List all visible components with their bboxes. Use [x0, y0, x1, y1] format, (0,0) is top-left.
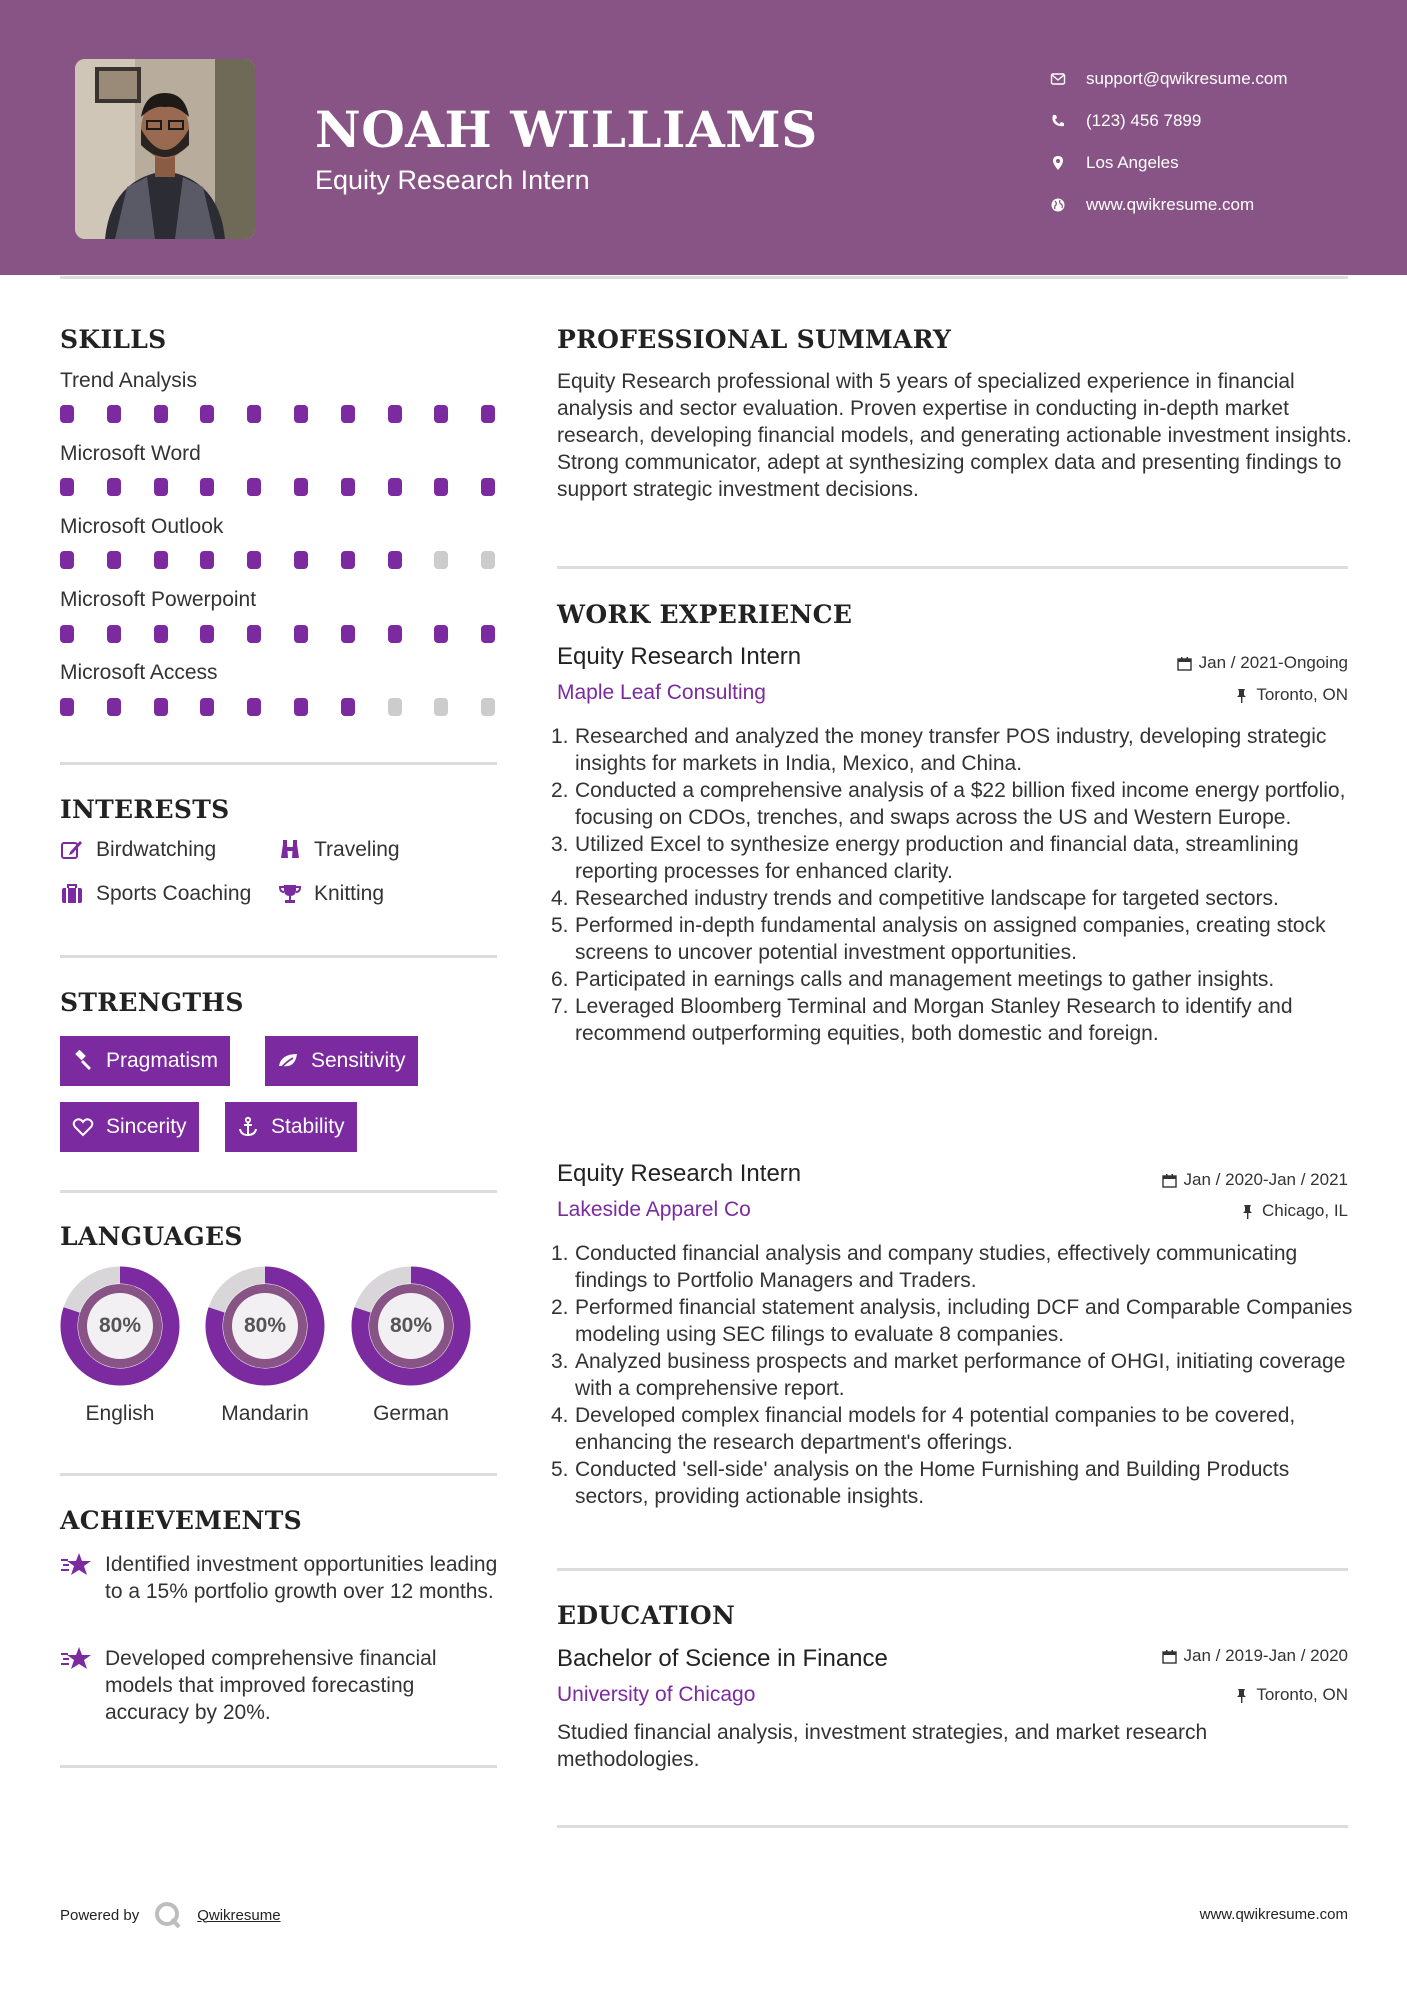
job-bullets: [551, 1240, 1353, 1510]
strength-label: Pragmatism: [106, 1049, 219, 1072]
edit-icon: [60, 838, 84, 862]
skill-label: Microsoft Access: [60, 661, 218, 684]
strength-tag: [265, 1036, 418, 1086]
company-name: Lakeside Apparel Co: [557, 1198, 751, 1221]
star-icon: [60, 1645, 92, 1673]
skill-dot: [154, 478, 168, 496]
calendar-icon: [1162, 1173, 1177, 1188]
language-item: [55, 1266, 185, 1426]
pushpin-icon: [1234, 1688, 1249, 1703]
strength-label: Sensitivity: [311, 1049, 406, 1072]
leaf-icon: [277, 1050, 299, 1072]
skill-rating: [60, 405, 500, 423]
qwikresume-logo-icon: [153, 1900, 183, 1930]
anchor-icon: [237, 1116, 259, 1138]
skill-dot: [107, 551, 121, 569]
gavel-icon: [72, 1050, 94, 1072]
skill-dot: [388, 478, 402, 496]
skill-dot: [481, 405, 495, 423]
job-date-text: Jan / 2021-Ongoing: [1198, 653, 1348, 672]
job-location-text: Chicago, IL: [1262, 1201, 1348, 1220]
strength-tag: [60, 1036, 230, 1086]
language-name: English: [85, 1402, 155, 1425]
strength-tag: [225, 1102, 357, 1152]
language-percent: 80%: [389, 1314, 433, 1337]
education-heading: EDUCATION: [557, 1601, 736, 1630]
skill-rating: [60, 551, 500, 569]
list-item: 3. Analyzed business prospects and market performance of OHGI, initiating coverage with a comprehensive report.: [551, 1350, 1346, 1400]
interest-item: [278, 838, 400, 862]
skill-dot: [294, 551, 308, 569]
education-location: [1234, 1685, 1348, 1705]
job-title: Equity Research Intern: [557, 1160, 802, 1187]
achievement-item: [60, 1551, 500, 1605]
skill-dot: [200, 551, 214, 569]
skill-dot: [388, 551, 402, 569]
skill-dot: [294, 405, 308, 423]
contact-location-text: Los Angeles: [1086, 153, 1179, 172]
skill-dot: [200, 698, 214, 716]
company-name: Maple Leaf Consulting: [557, 681, 766, 704]
star-icon: [60, 1551, 92, 1579]
achievement-text: Developed comprehensive financial models that improved forecasting accuracy by 20%.: [105, 1647, 437, 1724]
contact-phone[interactable]: [1050, 100, 1380, 142]
section-divider: [557, 1568, 1348, 1571]
strengths-heading: STRENGTHS: [60, 988, 244, 1017]
interest-label: Sports Coaching: [96, 882, 252, 905]
strength-tag: [60, 1102, 199, 1152]
skill-dot: [481, 551, 495, 569]
skill-dot: [341, 405, 355, 423]
experience-heading: WORK EXPERIENCE: [557, 600, 853, 629]
strength-label: Stability: [271, 1115, 345, 1138]
contact-location: [1050, 142, 1380, 184]
binoculars-icon: [278, 838, 302, 862]
list-item: 5. Conducted 'sell-side' analysis on the Home Furnishing and Building Products sectors, providing actionable insights.: [551, 1458, 1290, 1508]
envelope-icon: [1050, 71, 1066, 87]
skill-dot: [60, 478, 74, 496]
interests-heading: INTERESTS: [60, 795, 230, 824]
language-item: [346, 1266, 476, 1426]
skill-dot: [294, 698, 308, 716]
skill-dot: [434, 625, 448, 643]
job-date: [1162, 1170, 1348, 1190]
skill-dot: [107, 698, 121, 716]
section-divider: [60, 762, 497, 765]
interest-label: Birdwatching: [96, 838, 217, 861]
pushpin-icon: [1240, 1204, 1255, 1219]
pushpin-icon: [1234, 688, 1249, 703]
qwikresume-link[interactable]: Qwikresume: [197, 1906, 281, 1924]
skill-dot: [341, 478, 355, 496]
interest-item: [60, 838, 216, 862]
skill-dot: [434, 551, 448, 569]
phone-icon: [1050, 113, 1066, 129]
list-item: 1. Conducted financial analysis and company studies, effectively communicating findings to Portfolio Managers and Traders.: [551, 1242, 1298, 1292]
list-item: 7. Leveraged Bloomberg Terminal and Morgan Stanley Research to identify and recommend outperforming equities, both domestic and foreign.: [551, 995, 1293, 1045]
job-location-text: Toronto, ON: [1256, 685, 1348, 704]
language-percent: 80%: [243, 1314, 287, 1337]
job-date: [1177, 653, 1348, 673]
contact-list: [1050, 58, 1380, 226]
skill-dot: [434, 405, 448, 423]
achievement-item: [60, 1645, 500, 1726]
language-gauge: [60, 1266, 180, 1386]
school-name: University of Chicago: [557, 1683, 756, 1706]
skill-dot: [294, 625, 308, 643]
section-divider: [60, 1190, 497, 1193]
calendar-icon: [1162, 1649, 1177, 1664]
section-divider: [557, 566, 1348, 569]
skill-dot: [107, 625, 121, 643]
skill-label: Trend Analysis: [60, 369, 197, 392]
powered-by-text: Powered by: [60, 1906, 140, 1924]
degree-title: Bachelor of Science in Finance: [557, 1645, 888, 1672]
candidate-title: Equity Research Intern: [315, 165, 590, 195]
interest-item: [60, 882, 251, 906]
education-location-text: Toronto, ON: [1256, 1685, 1348, 1704]
powered-by: [60, 1900, 281, 1930]
interest-item: [278, 882, 384, 906]
trophy-icon: [278, 882, 302, 906]
list-item: 4. Developed complex financial models for 4 potential companies to be covered, enhancing the research department's offerings.: [551, 1404, 1296, 1454]
skill-dot: [388, 625, 402, 643]
list-item: 5. Performed in-depth fundamental analysis on assigned companies, creating stock screens to uncover potential investment opportunities.: [551, 914, 1326, 964]
skill-dot: [481, 698, 495, 716]
list-item: 4. Researched industry trends and competitive landscape for targeted sectors.: [551, 887, 1279, 910]
skill-dot: [481, 478, 495, 496]
contact-website-text: www.qwikresume.com: [1086, 195, 1255, 214]
skill-dot: [247, 625, 261, 643]
skill-dot: [200, 478, 214, 496]
achievements-heading: ACHIEVEMENTS: [60, 1506, 302, 1535]
list-item: 2. Performed financial statement analysis, including DCF and Comparable Companies modeling using SEC filings to evaluate 8 companies.: [551, 1296, 1353, 1346]
skill-dot: [294, 478, 308, 496]
skill-label: Microsoft Word: [60, 442, 201, 465]
contact-website[interactable]: [1050, 184, 1380, 226]
education-date: [1162, 1646, 1348, 1666]
job-date-text: Jan / 2020-Jan / 2021: [1183, 1170, 1348, 1189]
skill-dot: [247, 551, 261, 569]
section-divider: [60, 1473, 497, 1476]
language-gauge: [351, 1266, 471, 1386]
heart-icon: [72, 1116, 94, 1138]
list-item: 2. Conducted a comprehensive analysis of a $22 billion fixed income energy portfolio, focusing on CDOs, trenches, and swaps across the US and Western Europe.: [551, 779, 1346, 829]
list-item: 3. Utilized Excel to synthesize energy production and financial data, streamlining reporting processes for enhanced clarity.: [551, 833, 1299, 883]
skill-dot: [341, 625, 355, 643]
skill-label: Microsoft Outlook: [60, 515, 224, 538]
footer-website[interactable]: www.qwikresume.com: [1199, 1906, 1348, 1923]
education-description: Studied financial analysis, investment strategies, and market research methodologies.: [557, 1721, 1208, 1771]
skill-dot: [247, 478, 261, 496]
language-item: [200, 1266, 330, 1426]
section-divider: [60, 955, 497, 958]
skills-heading: SKILLS: [60, 325, 167, 354]
map-pin-icon: [1050, 155, 1066, 171]
job-title: Equity Research Intern: [557, 643, 802, 670]
skill-dot: [434, 698, 448, 716]
skill-dot: [60, 698, 74, 716]
skill-dot: [107, 405, 121, 423]
skill-dot: [388, 698, 402, 716]
contact-phone-text: (123) 456 7899: [1086, 111, 1202, 130]
section-divider: [60, 1765, 497, 1768]
skill-dot: [200, 405, 214, 423]
skill-dot: [247, 405, 261, 423]
language-name: German: [373, 1402, 449, 1425]
globe-icon: [1050, 197, 1066, 213]
achievement-text: Identified investment opportunities leading to a 15% portfolio growth over 12 months.: [105, 1553, 498, 1603]
skill-dot: [341, 698, 355, 716]
skill-label: Microsoft Powerpoint: [60, 588, 257, 611]
skill-dot: [388, 405, 402, 423]
profile-photo: [75, 59, 255, 239]
skill-dot: [154, 551, 168, 569]
skill-rating: [60, 625, 500, 643]
list-item: 1. Researched and analyzed the money transfer POS industry, developing strategic insights for markets in India, Mexico, and China.: [551, 725, 1327, 775]
skill-dot: [60, 551, 74, 569]
list-item: 6. Participated in earnings calls and management meetings to gather insights.: [551, 968, 1275, 991]
skill-dot: [154, 625, 168, 643]
strength-label: Sincerity: [106, 1115, 187, 1138]
language-percent: 80%: [98, 1314, 142, 1337]
job-location: [1240, 1201, 1348, 1221]
language-name: Mandarin: [221, 1402, 309, 1425]
language-gauge: [205, 1266, 325, 1386]
summary-heading: PROFESSIONAL SUMMARY: [557, 325, 952, 354]
section-divider: [557, 1825, 1348, 1828]
job-bullets: [551, 723, 1353, 1047]
contact-email[interactable]: [1050, 58, 1380, 100]
skill-dot: [341, 551, 355, 569]
skill-rating: [60, 698, 500, 716]
briefcase-icon: [60, 882, 84, 906]
skill-dot: [107, 478, 121, 496]
candidate-name: NOAH WILLIAMS: [315, 100, 818, 159]
calendar-icon: [1177, 656, 1192, 671]
skill-dot: [434, 478, 448, 496]
interest-label: Traveling: [314, 838, 400, 861]
skill-dot: [247, 698, 261, 716]
education-date-text: Jan / 2019-Jan / 2020: [1183, 1646, 1348, 1665]
skill-dot: [154, 698, 168, 716]
skill-dot: [481, 625, 495, 643]
skill-rating: [60, 478, 500, 496]
skill-dot: [154, 405, 168, 423]
skill-dot: [60, 405, 74, 423]
summary-text: Equity Research professional with 5 years of specialized experience in financial analysis and sector evaluation. Proven expertise in conducting in-depth market research, developing financial models, and generating actionable investment insights. Strong communicator, adept at synthesizing complex data and presenting findings to support strategic investment decisions.: [557, 370, 1352, 501]
skill-dot: [200, 625, 214, 643]
job-location: [1234, 685, 1348, 705]
interest-label: Knitting: [314, 882, 385, 905]
header-divider: [60, 276, 1348, 279]
contact-email-text: support@qwikresume.com: [1086, 69, 1288, 88]
skill-dot: [60, 625, 74, 643]
languages-heading: LANGUAGES: [60, 1222, 243, 1251]
